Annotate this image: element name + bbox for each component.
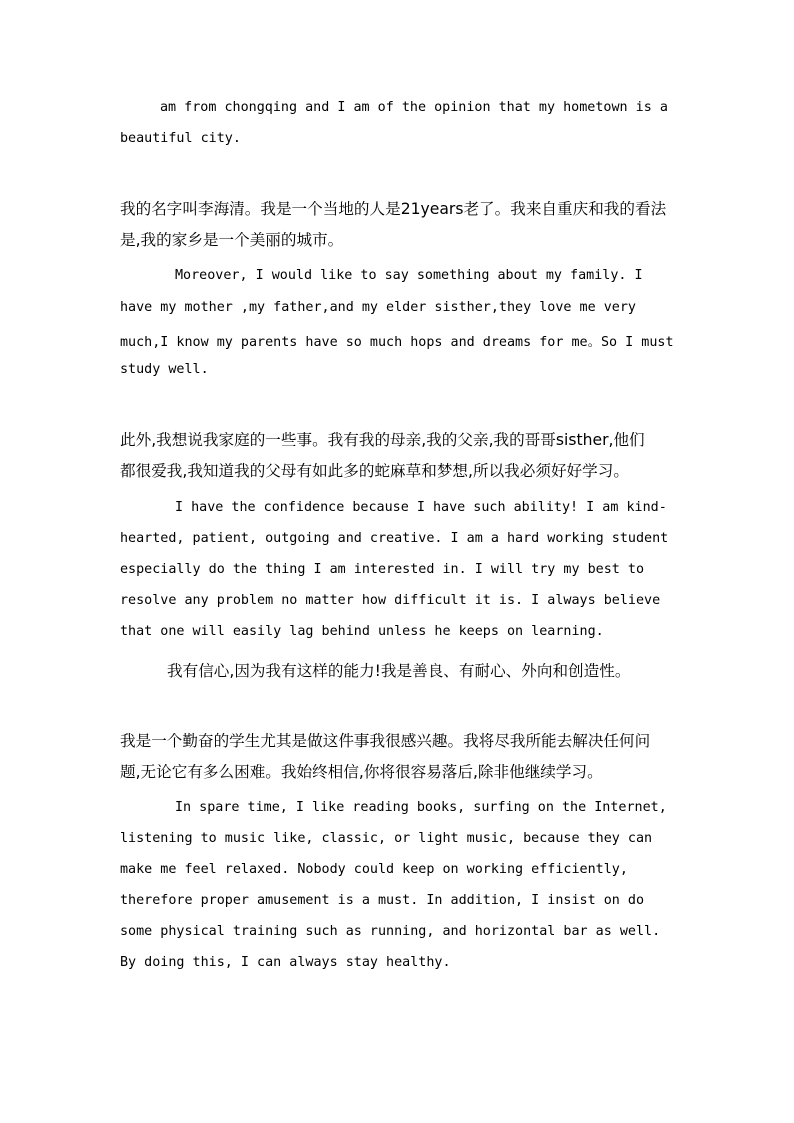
paragraph-family-line-2: have my mother ,my father,and my elder sisther,they love me very (120, 300, 636, 315)
paragraph-hometown-line-1: am from chongqing and I am of the opinion that my hometown is a (160, 100, 668, 115)
paragraph-student-zh-line-1: 我是一个勤奋的学生尤其是做这件事我很感兴趣。我将尽我所能去解决任何问 (120, 732, 651, 750)
paragraph-spare-time-line-1: In spare time, I like reading books, surfing on the Internet, (175, 800, 667, 815)
paragraph-family-zh-line-2: 都很爱我,我知道我的父母有如此多的蛇麻草和梦想,所以我必须好好学习。 (120, 462, 629, 480)
paragraph-family-line-3: much,I know my parents have so much hops and dreams for me。So I must (120, 335, 674, 350)
paragraph-spare-time-line-5: some physical training such as running, and horizontal bar as well. (120, 924, 661, 939)
paragraph-student-zh-line-2: 题,无论它有多么困难。我始终相信,你将很容易落后,除非他继续学习。 (120, 763, 603, 781)
paragraph-confidence-line-3: especially do the thing I am interested in. I will try my best to (120, 562, 645, 577)
paragraph-hometown-line-2: beautiful city. (120, 131, 241, 146)
paragraph-family-zh-line-1: 此外,我想说我家庭的一些事。我有我的母亲,我的父亲,我的哥哥sisther,他们 (120, 431, 645, 449)
paragraph-spare-time-line-6: By doing this, I can always stay healthy. (120, 955, 451, 970)
paragraph-spare-time-line-2: listening to music like, classic, or light music, because they can (120, 831, 653, 846)
paragraph-hometown-zh-line-1: 我的名字叫李海清。我是一个当地的人是21years老了。我来自重庆和我的看法 (120, 200, 667, 218)
paragraph-confidence-line-2: hearted, patient, outgoing and creative. I am a hard working student (120, 531, 669, 546)
paragraph-hometown-zh-line-2: 是,我的家乡是一个美丽的城市。 (120, 231, 344, 249)
paragraph-family-line-4: study well. (120, 362, 209, 377)
paragraph-spare-time-line-3: make me feel relaxed. Nobody could keep on working efficiently, (120, 862, 628, 877)
paragraph-confidence-line-4: resolve any problem no matter how difficult it is. I always believe (120, 593, 661, 608)
paragraph-family-line-1: Moreover, I would like to say something about my family. I (175, 268, 643, 283)
paragraph-confidence-line-5: that one will easily lag behind unless he keeps on learning. (120, 624, 604, 639)
paragraph-confidence-zh-line-1: 我有信心,因为我有这样的能力!我是善良、有耐心、外向和创造性。 (167, 662, 631, 680)
paragraph-confidence-line-1: I have the confidence because I have such ability! I am kind- (175, 500, 667, 515)
paragraph-spare-time-line-4: therefore proper amusement is a must. In addition, I insist on do (120, 893, 645, 908)
